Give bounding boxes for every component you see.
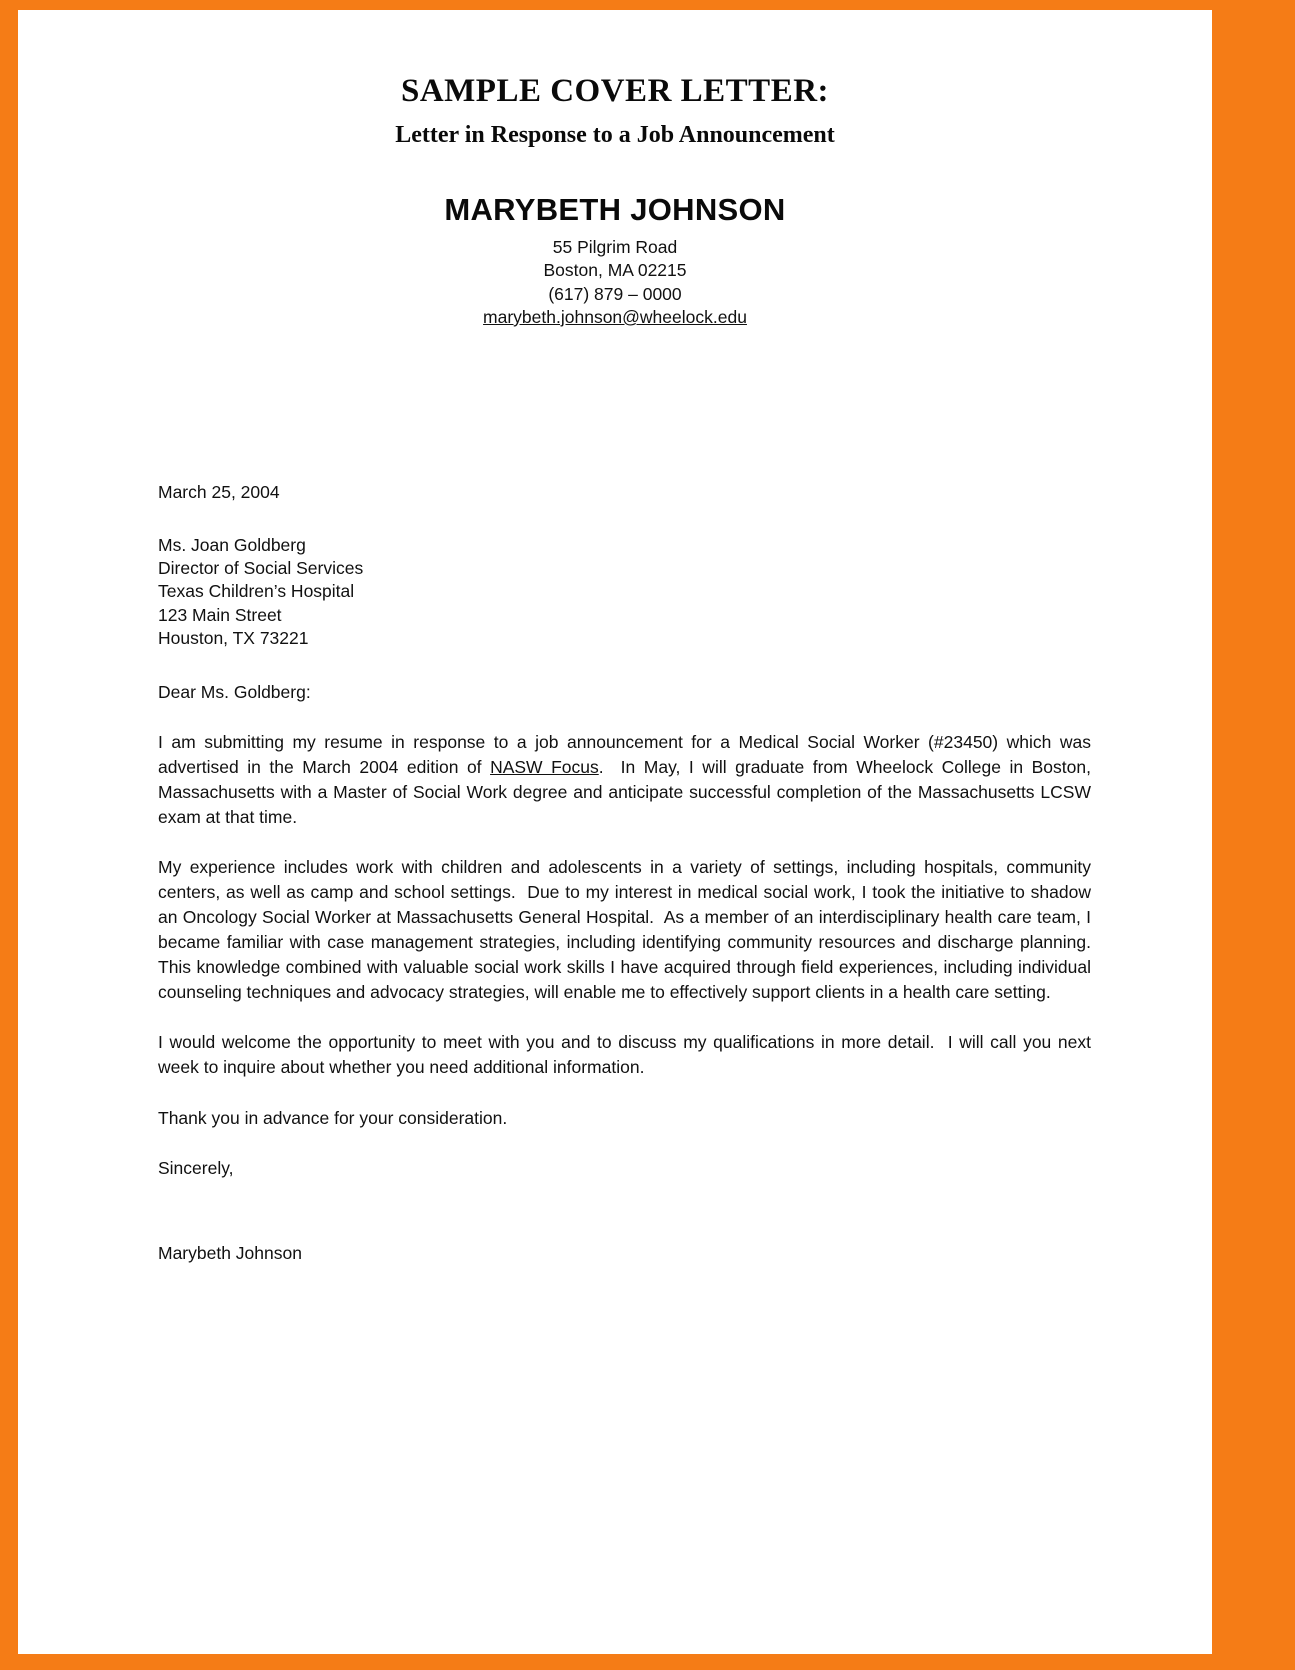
document-title: SAMPLE COVER LETTER: [400, 73, 830, 109]
paragraph-1-text-before: I am submitting my resume in response to a job announcement for a Medical Social Worker (#23450) which was advertised in the March 2004 edition of [158, 732, 1096, 777]
recipient-name: Ms. Joan Goldberg [158, 534, 306, 555]
letter-paragraph-2: My experience includes work with children and adolescents in a variety of settings, including hospitals, community centers, as well as camp and school settings. Due to my interest in medical social work, I took the initiative to shadow an Oncology Social Worker at Massachusetts General Hospital. As a member of an interdisciplinary health care team, I became familiar with case management strategies, including identifying community resources and discharge planning. This knowledge combined with valuable social work skills I have acquired through field experiences, including individual counseling techniques and advocacy strategies, will enable me to effectively support clients in a health care setting. [158, 857, 1101, 1002]
signature-name: Marybeth Johnson [158, 1242, 302, 1263]
recipient-title: Director of Social Services [158, 558, 364, 579]
sender-phone: (617) 879 – 0000 [548, 283, 682, 304]
paragraph-1-text-after: . In May, I will graduate from Wheelock College in Boston, Massachusetts with a Master of Social Work degree and anticipate successful completion of the Massachusetts LCSW exam at that time. [158, 756, 1096, 827]
letter-paragraph-4: Thank you in advance for your consideration. [158, 1108, 508, 1129]
recipient-city-state-zip: Houston, TX 73221 [158, 628, 309, 649]
document-subtitle: Letter in Response to a Job Announcement [395, 121, 835, 148]
sender-letterhead [18, 191, 1212, 329]
header-body-spacer [158, 329, 1091, 481]
sender-name: MARYBETH JOHNSON [444, 192, 786, 228]
letter-body [27, 329, 1203, 1264]
sender-street: 55 Pilgrim Road [552, 237, 678, 258]
publication-name: NASW Focus [490, 756, 599, 777]
letter-closing: Sincerely, [158, 1158, 234, 1178]
letter-paragraph-3: I would welcome the opportunity to meet with you and to discuss my qualifications in more detail. I will call you next week to inquire about whether you need additional information. [158, 1032, 1096, 1078]
document-page [18, 10, 1212, 1654]
recipient-address-block [158, 534, 1091, 650]
document-header [18, 10, 1212, 149]
recipient-street: 123 Main Street [158, 604, 282, 625]
recipient-organization: Texas Children’s Hospital [158, 581, 355, 602]
letter-paragraph-1 [158, 730, 1096, 829]
letter-date: March 25, 2004 [158, 482, 280, 503]
sender-city-state-zip: Boston, MA 02215 [543, 260, 687, 281]
salutation: Dear Ms. Goldberg: [158, 682, 311, 703]
signature-space [158, 1180, 1091, 1242]
sender-email-link[interactable]: marybeth.johnson@wheelock.edu [483, 306, 747, 327]
